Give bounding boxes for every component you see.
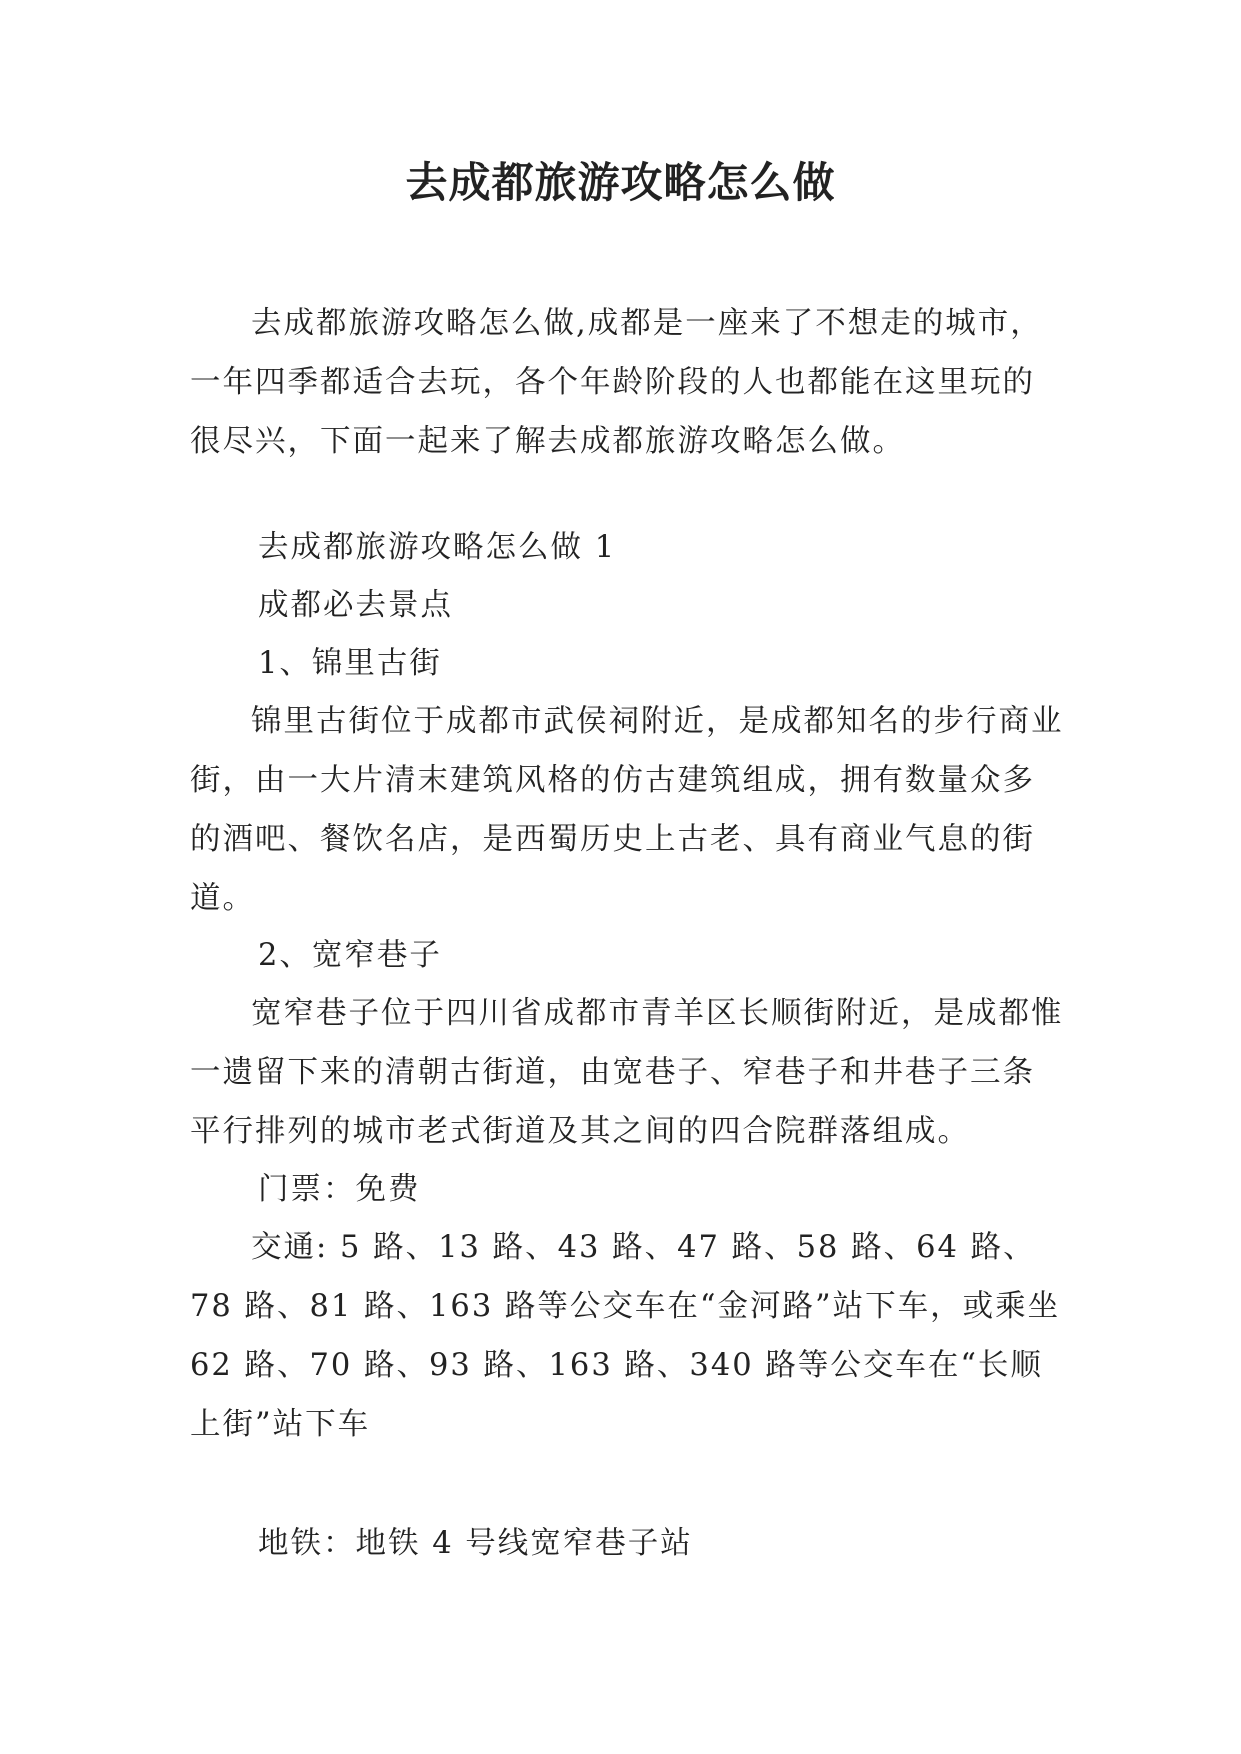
- ticket-info: 门票：免费: [258, 1172, 421, 1207]
- document-title: 去成都旅游攻略怎么做: [405, 158, 836, 207]
- transport-info: 交通: 5 路、13 路、43 路、47 路、58 路、64 路、78 路、81 路、163 路等公交车在“金河路”站下车，或乘坐 62 路、70 路、93 路、163 路、340 路等公交车在“长顺上街”站下车: [190, 1230, 1061, 1442]
- item-2-body: 宽窄巷子位于四川省成都市青羊区长顺街附近，是成都惟一遗留下来的清朝古街道，由宽巷子、窄巷子和井巷子三条平行排列的城市老式街道及其之间的四合院群落组成。: [190, 996, 1064, 1149]
- intro-paragraph: 去成都旅游攻略怎么做,成都是一座来了不想走的城市，一年四季都适合去玩，各个年龄阶段的人也都能在这里玩的很尽兴，下面一起来了解去成都旅游攻略怎么做。: [190, 306, 1043, 459]
- item-1-title: 1、锦里古街: [258, 646, 442, 681]
- item-1-body: 锦里古街位于成都市武侯祠附近，是成都知名的步行商业街，由一大片清末建筑风格的仿古建筑组成，拥有数量众多的酒吧、餐饮名店，是西蜀历史上古老、具有商业气息的街道。: [190, 704, 1064, 916]
- subheading-attractions: 成都必去景点: [258, 588, 453, 623]
- metro-info: 地铁：地铁 4 号线宽窄巷子站: [258, 1526, 693, 1561]
- item-2-title: 2、宽窄巷子: [258, 938, 442, 973]
- section-heading: 去成都旅游攻略怎么做 1: [258, 530, 617, 565]
